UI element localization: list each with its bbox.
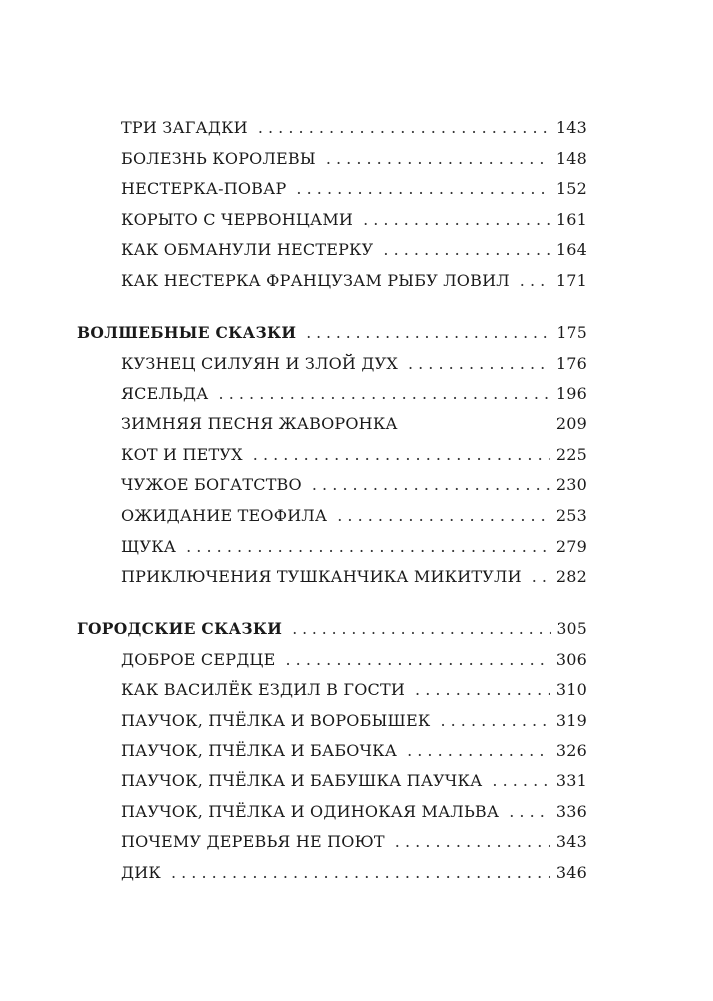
leader-dots xyxy=(363,205,550,235)
leader-dots xyxy=(253,440,550,470)
toc-entry-title: ЯСЕЛЬДА xyxy=(121,384,209,403)
toc-entry-kot-i-petukh[interactable] xyxy=(121,440,587,470)
toc-entry-kak-vasilek[interactable] xyxy=(121,675,587,705)
toc-entry-pochemu-derevya[interactable] xyxy=(121,827,587,857)
toc-entry-page: 148 xyxy=(555,149,587,168)
toc-entry-dik[interactable] xyxy=(121,858,587,888)
toc-entry-shchuka[interactable] xyxy=(121,532,587,562)
leader-dots xyxy=(292,614,550,644)
toc-entry-page: 336 xyxy=(555,802,587,821)
toc-entry-koryto-s-chervontsami[interactable] xyxy=(121,205,587,235)
leader-dots xyxy=(258,113,550,143)
toc-entry-page: 152 xyxy=(555,179,587,198)
toc-entry-title: КАК ВАСИЛЁК ЕЗДИЛ В ГОСТИ xyxy=(121,680,406,699)
toc-entry-page: 161 xyxy=(555,210,587,229)
toc-entry-page: 310 xyxy=(555,680,587,699)
leader-dots xyxy=(312,470,550,500)
toc-entry-page: 282 xyxy=(555,567,587,586)
toc-entry-page: 171 xyxy=(555,271,587,290)
leader-dots xyxy=(509,797,550,827)
toc-entry-pauchok-babochka[interactable] xyxy=(121,736,587,766)
leader-dots xyxy=(407,736,550,766)
toc-entry-tri-zagadki[interactable] xyxy=(121,113,587,143)
toc-entry-page: 279 xyxy=(555,537,587,556)
toc-entry-page: 209 xyxy=(555,414,587,433)
leader-dots xyxy=(296,174,549,204)
leader-dots xyxy=(326,144,550,174)
toc-entry-page: 164 xyxy=(555,240,587,259)
toc-entry-title: ЩУКА xyxy=(121,537,177,556)
toc-entry-kak-nesterka-frantsuzam[interactable] xyxy=(121,266,587,296)
toc-entry-title: ДИК xyxy=(121,863,161,882)
toc-entry-page: 230 xyxy=(555,475,587,494)
toc-entry-title: ПАУЧОК, ПЧЁЛКА И ВОРОБЫШЕК xyxy=(121,711,431,730)
toc-entry-bolezn-korolevy[interactable] xyxy=(121,144,587,174)
toc-entry-page: 346 xyxy=(555,863,587,882)
leader-dots xyxy=(337,501,550,531)
section-title: ВОЛШЕБНЫЕ СКАЗКИ xyxy=(77,323,297,342)
toc-entry-title: ОЖИДАНИЕ ТЕОФИЛА xyxy=(121,506,328,525)
toc-entry-priklyucheniya-tushkanchika[interactable] xyxy=(121,562,587,592)
toc-entry-title: ТРИ ЗАГАДКИ xyxy=(121,118,248,137)
toc-entry-title: ПРИКЛЮЧЕНИЯ ТУШКАНЧИКА МИКИТУЛИ xyxy=(121,567,522,586)
leader-dots xyxy=(415,675,550,705)
toc-entry-title: БОЛЕЗНЬ КОРОЛЕВЫ xyxy=(121,149,316,168)
leader-dots xyxy=(492,766,549,796)
toc-entry-page: 331 xyxy=(555,771,587,790)
toc-entry-kak-obmanuli-nesterku[interactable] xyxy=(121,235,587,265)
toc-entry-title: КОТ И ПЕТУХ xyxy=(121,445,243,464)
toc-section-city-tales[interactable] xyxy=(77,614,587,644)
leader-dots xyxy=(186,532,550,562)
toc-entry-kuznets-siluyan[interactable] xyxy=(121,349,587,379)
toc-entry-title: ПАУЧОК, ПЧЁЛКА И БАБОЧКА xyxy=(121,741,398,760)
toc-entry-title: КАК НЕСТЕРКА ФРАНЦУЗАМ РЫБУ ЛОВИЛ xyxy=(121,271,510,290)
leader-dots xyxy=(440,706,549,736)
leader-dots xyxy=(520,266,550,296)
toc-entry-title: ПОЧЕМУ ДЕРЕВЬЯ НЕ ПОЮТ xyxy=(121,832,385,851)
leader-dots xyxy=(306,318,550,348)
toc-entry-ozhidanie-teofila[interactable] xyxy=(121,501,587,531)
toc-entry-title: КУЗНЕЦ СИЛУЯН И ЗЛОЙ ДУХ xyxy=(121,354,398,373)
toc-entry-title: НЕСТЕРКА-ПОВАР xyxy=(121,179,287,198)
toc-entry-page: 306 xyxy=(555,650,587,669)
toc-entry-page: 176 xyxy=(555,354,587,373)
toc-entry-pauchok-vorobyshek[interactable] xyxy=(121,706,587,736)
toc-entry-page: 143 xyxy=(555,118,587,137)
toc-entry-title: ДОБРОЕ СЕРДЦЕ xyxy=(121,650,276,669)
toc-entry-chuzhoe-bogatstvo[interactable] xyxy=(121,470,587,500)
toc-section-magic-tales[interactable] xyxy=(77,318,587,348)
toc-entry-page: 343 xyxy=(555,832,587,851)
leader-dots xyxy=(395,827,550,857)
section-page: 175 xyxy=(556,324,587,342)
toc-entry-title: КОРЫТО С ЧЕРВОНЦАМИ xyxy=(121,210,354,229)
section-title: ГОРОДСКИЕ СКАЗКИ xyxy=(77,619,283,638)
toc-entry-title: ПАУЧОК, ПЧЁЛКА И ОДИНОКАЯ МАЛЬВА xyxy=(121,802,500,821)
toc-entry-dobroe-serdtse[interactable] xyxy=(121,645,587,675)
toc-entry-page: 196 xyxy=(555,384,587,403)
toc-entry-nesterka-povar[interactable] xyxy=(121,174,587,204)
toc-entry-title: КАК ОБМАНУЛИ НЕСТЕРКУ xyxy=(121,240,374,259)
leader-dots xyxy=(408,349,550,379)
section-page: 305 xyxy=(556,620,587,638)
toc-entry-title: ЗИМНЯЯ ПЕСНЯ ЖАВОРОНКА xyxy=(121,414,398,433)
leader-dots xyxy=(171,858,550,888)
leader-dots xyxy=(219,379,550,409)
leader-dots xyxy=(285,645,549,675)
toc-entry-pauchok-babushka[interactable] xyxy=(121,766,587,796)
toc-entry-title: ЧУЖОЕ БОГАТСТВО xyxy=(121,475,302,494)
toc-entry-yaselda[interactable] xyxy=(121,379,587,409)
toc-entry-page: 253 xyxy=(555,506,587,525)
toc-entry-pauchok-malva[interactable] xyxy=(121,797,587,827)
leader-dots xyxy=(532,562,550,592)
toc-entry-title: ПАУЧОК, ПЧЁЛКА И БАБУШКА ПАУЧКА xyxy=(121,771,483,790)
leader-dots xyxy=(383,235,549,265)
toc-entry-page: 326 xyxy=(555,741,587,760)
toc-entry-page: 319 xyxy=(555,711,587,730)
toc-entry-zimnyaya-pesnya[interactable] xyxy=(121,409,587,439)
toc-entry-page: 225 xyxy=(555,445,587,464)
